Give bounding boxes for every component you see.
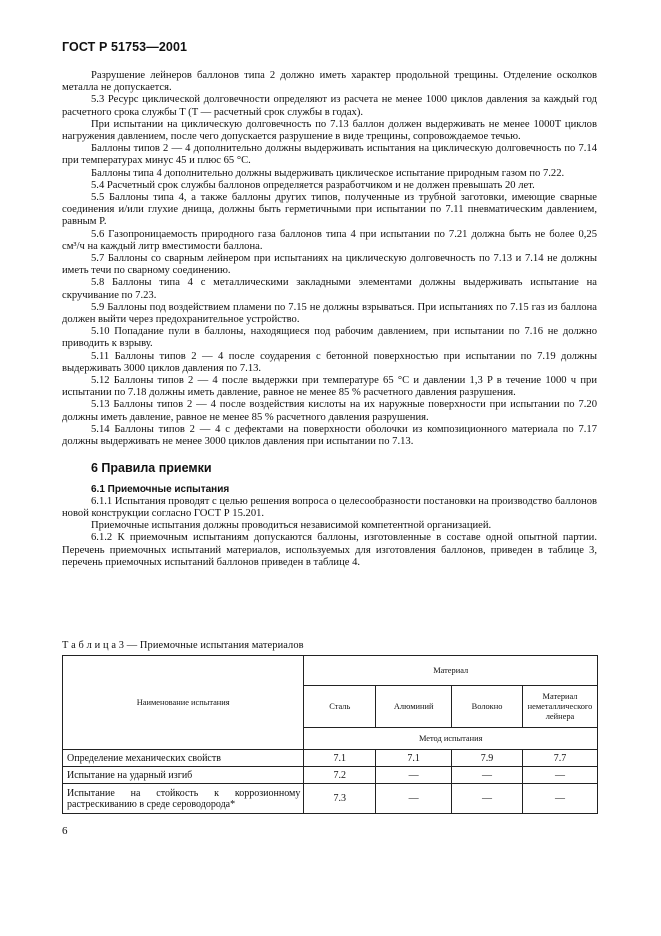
paragraph: При испытании на циклическую долговечность по 7.13 баллон должен выдерживать не менее 1000T циклов нагружения давлением, после чего допускается разрушение в виде трещины, сопровождаемое течью. [62,118,597,143]
table-cell: — [452,767,523,784]
table-cell: 7.1 [376,750,452,767]
column-group-method: Метод испытания [304,728,598,750]
table-row [63,750,598,767]
paragraph: 5.4 Расчетный срок службы баллонов определяется разработчиком и не должен превышать 20 лет. [91,179,535,191]
document-header: ГОСТ Р 51753—2001 [62,40,188,54]
column-header-material: Материал неметаллического лейнера [522,686,597,728]
paragraph: 5.12 Баллоны типов 2 — 4 после выдержки при температуре 65 °С и давлении 1,3 P в течение 1000 ч при испытании по 7.18 должны иметь давление, равное не менее 85 % расчетного давления разрушения. [62,375,597,399]
subsection-heading: 6.1 Приемочные испытания [91,483,230,495]
column-header-material: Волокно [452,686,523,728]
table-cell: — [376,767,452,784]
table-cell: — [522,767,597,784]
column-group-material: Материал [304,656,598,686]
paragraph: 5.3 Ресурс циклической долговечности определяют из расчета не менее 1000 циклов давления за каждый год расчетного срока службы T (T — расчетный срок службы в годах). [62,94,597,118]
paragraph: 5.14 Баллоны типов 2 — 4 с дефектами на поверхности оболочки из композиционного материала по 7.17 должны выдерживать не менее 3000 циклов давления при испытании по 7.13. [62,423,597,448]
section-heading: 6 Правила приемки [91,461,212,476]
paragraph: 5.11 Баллоны типов 2 — 4 после соударения с бетонной поверхностью при испытании по 7.19 должны выдерживать 3000 циклов давления по 7.13. [62,350,597,374]
column-header-material: Алюминий [376,686,452,728]
table-cell: 7.1 [304,750,376,767]
page-number: 6 [62,825,68,837]
paragraph: Баллоны типа 4 дополнительно должны выдерживать циклическое испытание природным газом по 7.22. [91,167,565,179]
table-cell-test-name: Испытание на ударный изгиб [63,767,304,784]
table-row [63,784,598,814]
table-cell: 7.2 [304,767,376,784]
paragraph: 5.13 Баллоны типов 2 — 4 после воздействия кислоты на их наружные поверхности при испытании по 7.20 должны иметь давление, равное не менее 85 % расчетного давления разрушения. [62,399,597,423]
table-cell: — [376,784,452,814]
table-cell-test-name: Определение механических свойств [63,750,304,767]
paragraph: 5.10 Попадание пули в баллоны, находящиеся под рабочим давлением, при испытании по 7.16 не должно приводить к взрыву. [62,326,597,350]
paragraph: 5.5 Баллоны типа 4, а также баллоны других типов, полученные из трубной заготовки, имеющие сварные соединения и/или глухие днища, должны быть герметичными при испытании по 7.11 пневматическим давлением, равным P. [62,192,597,228]
table-cell: 7.7 [522,750,597,767]
paragraph: 6.1.2 К приемочным испытаниям допускаются баллоны, изготовленные в составе одной опытной партии. Перечень приемочных испытаний материалов, используемых для изготовления баллонов, приведен в таблице 3, перечень приемочных испытаний баллонов приведен в таблице 4. [62,532,597,568]
table-cell: — [522,784,597,814]
table-cell: 7.9 [452,750,523,767]
acceptance-tests-table [62,655,598,814]
table-cell: 7.3 [304,784,376,814]
paragraph: 5.6 Газопроницаемость природного газа баллонов типа 4 при испытании по 7.21 должна быть не более 0,25 см³/ч на каждый литр вместимости баллона. [62,228,597,252]
paragraph: 5.9 Баллоны под воздействием пламени по 7.15 не должны взрываться. При испытаниях по 7.15 газ из баллона должен выйти через предохранительное устройство. [62,301,597,326]
body-text [62,70,597,569]
paragraph: Приемочные испытания должны проводиться независимой компетентной организацией. [91,520,492,532]
paragraph: Разрушение лейнеров баллонов типа 2 должно иметь характер продольной трещины. Отделение осколков металла не допускается. [62,70,597,94]
paragraph: 5.8 Баллоны типа 4 с металлическими закладными элементами должны выдерживать испытание на скручивание по 7.23. [62,277,597,301]
column-header-test-name: Наименование испытания [63,656,304,750]
table-cell-test-name: Испытание на стойкость к коррозионному растрескиванию в среде сероводорода* [63,784,304,814]
table-cell: — [452,784,523,814]
paragraph: 6.1.1 Испытания проводят с целью решения вопроса о целесообразности постановки на производство баллонов новой конструкции согласно ГОСТ Р 15.201. [62,495,597,519]
paragraph: 5.7 Баллоны со сварным лейнером при испытаниях на циклическую долговечность по 7.13 и 7.14 не должны иметь течи по сварному соединению. [62,253,597,277]
column-header-material: Сталь [304,686,376,728]
table-caption: Т а б л и ц а 3 — Приемочные испытания материалов [62,640,304,651]
table-row [63,767,598,784]
paragraph: Баллоны типов 2 — 4 дополнительно должны выдерживать испытания на циклическую долговечность по 7.14 при температурах минус 45 и плюс 65 °С. [62,143,597,167]
